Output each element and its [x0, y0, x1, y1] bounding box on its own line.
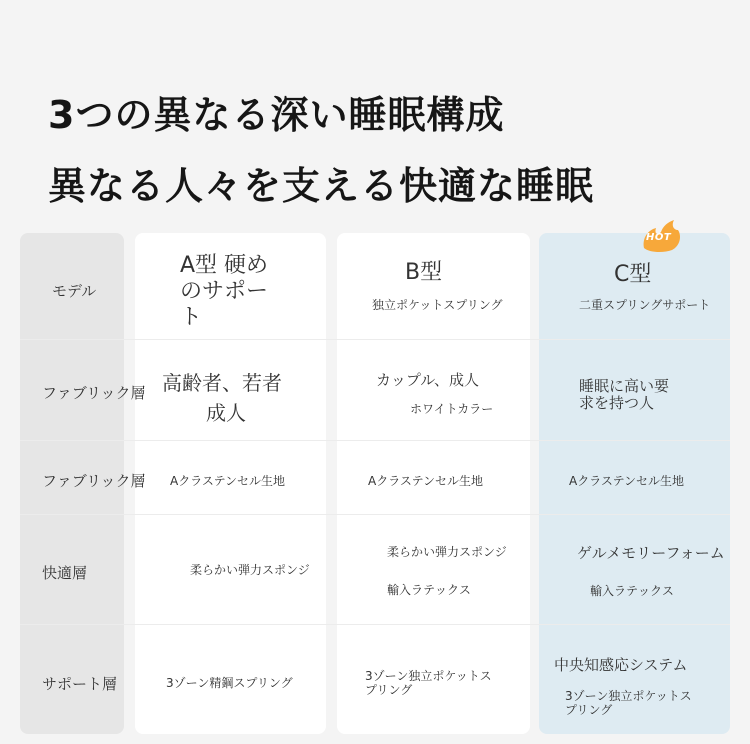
type-b-comfort-2: 輸入ラテックス: [387, 583, 471, 597]
hot-badge-text: HOT: [646, 232, 672, 243]
type-b-comfort-1: 柔らかい弾力スポンジ: [387, 545, 507, 559]
type-b-support-line1: 3ゾーン独立ポケットス: [365, 669, 492, 683]
type-b-target-sub: ホワイトカラー: [410, 402, 494, 416]
type-b-fabric: Aクラステンセル生地: [368, 474, 484, 488]
headline-line-1: 3つの異なる深い睡眠構成: [48, 93, 505, 137]
type-c-comfort-2: 輸入ラテックス: [590, 584, 674, 598]
type-c-target-line2: 求を持つ人: [579, 394, 655, 412]
type-b-subtitle: 独立ポケットスプリング: [372, 298, 503, 312]
hot-flame-icon: [638, 218, 684, 254]
type-a-name-line1: A型 硬め: [180, 253, 269, 278]
row-label-comfort: 快適層: [42, 564, 88, 582]
row-label-target: ファブリック層: [42, 384, 146, 402]
type-a-support: 3ゾーン精鋼スプリング: [166, 676, 293, 690]
type-a-comfort: 柔らかい弾力スポンジ: [190, 563, 310, 577]
type-a-target-line1: 高齢者、若者: [162, 371, 282, 395]
type-c-support-line2: プリング: [565, 703, 613, 717]
type-b-target: カップル、成人: [376, 371, 480, 389]
row-label-fabric: ファブリック層: [42, 472, 146, 490]
type-c-target-line1: 睡眠に高い要: [579, 377, 670, 395]
type-a-name-line2: のサポー: [180, 279, 269, 304]
row-label-support: サポート層: [42, 675, 118, 693]
type-a-name-line3: ト: [180, 305, 203, 330]
type-c-comfort-1: ゲルメモリーフォーム: [577, 544, 725, 562]
type-a-fabric: Aクラステンセル生地: [170, 474, 286, 488]
row-divider: [20, 514, 730, 515]
row-divider: [20, 339, 730, 340]
type-b-support-line2: プリング: [365, 683, 413, 697]
type-a-target-line2: 成人: [206, 401, 246, 425]
type-c-name: C型: [614, 262, 652, 287]
row-divider: [20, 440, 730, 441]
type-c-fabric: Aクラステンセル生地: [569, 474, 685, 488]
type-c-support-title: 中央知感応システム: [554, 656, 688, 674]
row-divider: [20, 624, 730, 625]
type-c-support-line1: 3ゾーン独立ポケットス: [565, 689, 692, 703]
type-b-name: B型: [405, 260, 443, 285]
row-label-model: モデル: [52, 282, 97, 300]
headline-line-2: 異なる人々を支える快適な睡眠: [48, 164, 595, 208]
type-c-subtitle: 二重スプリングサポート: [579, 298, 711, 312]
